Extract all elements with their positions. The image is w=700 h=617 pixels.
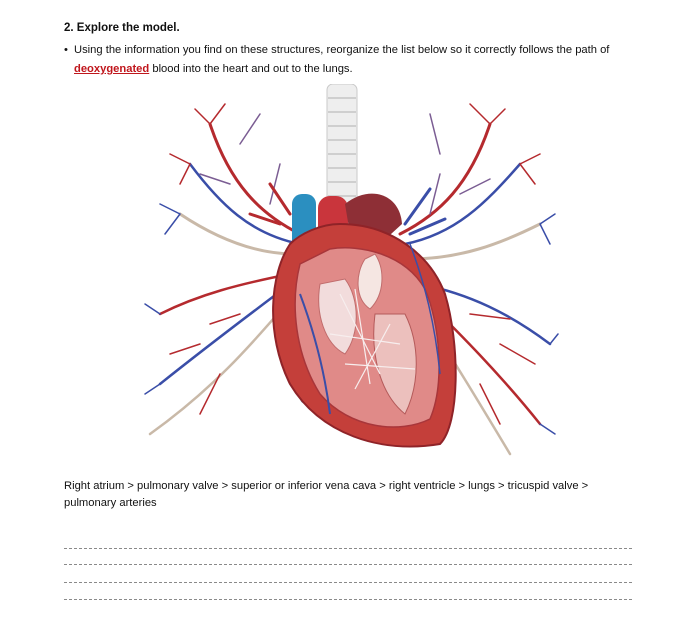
answer-line[interactable]: [64, 599, 632, 600]
trachea: [327, 84, 357, 214]
instruction-end: blood into the heart and out to the lungs.: [149, 63, 353, 75]
instruction-text: [64, 41, 664, 79]
question-heading: 2. Explore the model.: [64, 22, 180, 34]
keyword-deoxygenated: deoxygenated: [74, 63, 150, 75]
answer-line[interactable]: [64, 582, 632, 583]
answer-line[interactable]: [64, 548, 632, 549]
bullet-icon: •: [64, 44, 68, 56]
left-lung-vessels: [145, 104, 300, 434]
heart-lungs-illustration: [140, 84, 560, 464]
instruction-start: Using the information you find on these structures, reorganize the list below so it correctly follows the path of: [74, 44, 610, 56]
answer-line[interactable]: [64, 564, 632, 565]
structures-list: Right atrium > pulmonary valve > superior or inferior vena cava > right ventricle > lungs > tricuspid valve > pulmonary arteries: [64, 480, 589, 509]
